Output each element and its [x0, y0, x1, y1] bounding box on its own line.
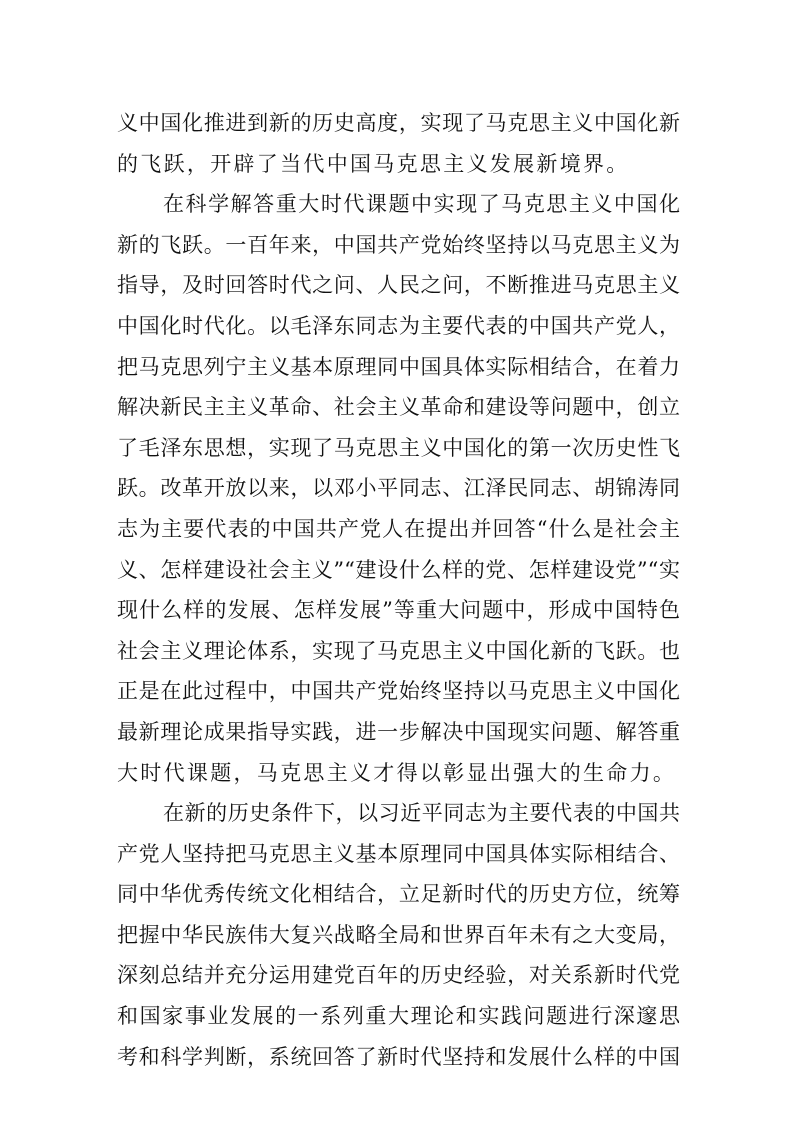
text-line: 解决新民主主义革命、社会主义革命和建设等问题中，创立 — [117, 395, 680, 420]
text-line: 和国家事业发展的一系列重大理论和实践问题进行深邃思 — [117, 1004, 680, 1029]
text-line: 在新的历史条件下，以习近平同志为主要代表的中国共 — [163, 801, 680, 826]
text-line: 义、怎样建设社会主义”“建设什么样的党、怎样建设党”“实 — [117, 557, 680, 582]
text-line: 正是在此过程中，中国共产党始终坚持以马克思主义中国化 — [117, 679, 680, 704]
paragraph — [117, 184, 680, 793]
text-line: 新的飞跃。一百年来，中国共产党始终坚持以马克思主义为 — [117, 232, 680, 257]
text-line: 志为主要代表的中国共产党人在提出并回答“什么是社会主 — [117, 516, 680, 541]
text-line: 深刻总结并充分运用建党百年的历史经验，对关系新时代党 — [117, 963, 680, 988]
text-line: 把握中华民族伟大复兴战略全局和世界百年未有之大变局， — [117, 922, 680, 947]
text-line: 中国化时代化。以毛泽东同志为主要代表的中国共产党人， — [117, 313, 680, 338]
text-line: 把马克思列宁主义基本原理同中国具体实际相结合，在着力 — [117, 354, 680, 379]
text-line: 现什么样的发展、怎样发展”等重大问题中，形成中国特色 — [117, 598, 680, 623]
text-line: 的飞跃，开辟了当代中国马克思主义发展新境界。 — [117, 151, 630, 176]
text-line: 考和科学判断，系统回答了新时代坚持和发展什么样的中国 — [117, 1044, 680, 1069]
text-line: 同中华优秀传统文化相结合，立足新时代的历史方位，统筹 — [117, 882, 680, 907]
text-line: 指导，及时回答时代之问、人民之问，不断推进马克思主义 — [117, 273, 680, 298]
document-body — [117, 103, 680, 1077]
text-line: 跃。改革开放以来，以邓小平同志、江泽民同志、胡锦涛同 — [117, 476, 680, 501]
text-line: 大时代课题，马克思主义才得以彰显出强大的生命力。 — [117, 760, 677, 785]
text-line: 产党人坚持把马克思主义基本原理同中国具体实际相结合、 — [117, 841, 680, 866]
text-line: 了毛泽东思想，实现了马克思主义中国化的第一次历史性飞 — [117, 435, 680, 460]
paragraph — [117, 793, 680, 1077]
text-line: 在科学解答重大时代课题中实现了马克思主义中国化 — [163, 192, 680, 217]
text-line: 最新理论成果指导实践，进一步解决中国现实问题、解答重 — [117, 719, 680, 744]
paragraph — [117, 103, 680, 184]
text-line: 社会主义理论体系，实现了马克思主义中国化新的飞跃。也 — [117, 638, 680, 663]
text-line: 义中国化推进到新的历史高度，实现了马克思主义中国化新 — [117, 111, 680, 135]
